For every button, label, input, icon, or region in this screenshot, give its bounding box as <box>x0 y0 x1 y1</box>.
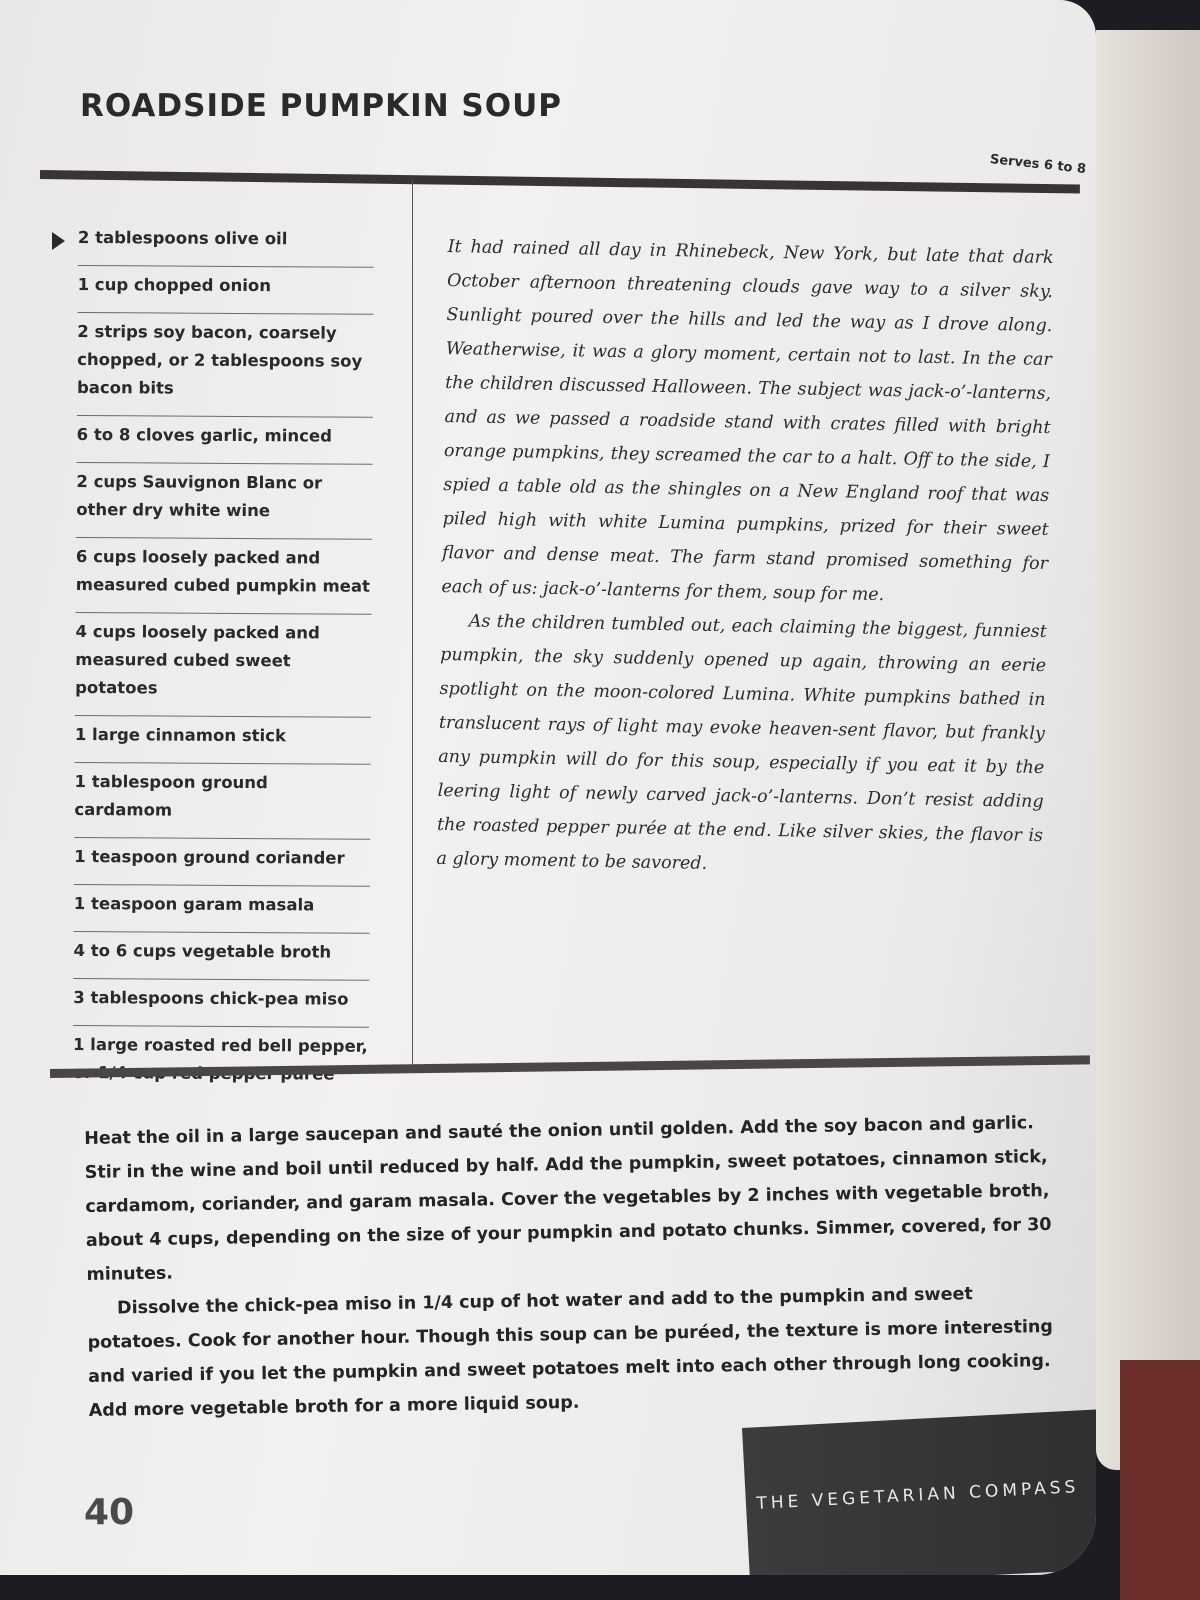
method-paragraph: Heat the oil in a large saucepan and sauté the onion until golden. Add the soy bacon and garlic. Stir in the wine and boil until reduced by half. Add the pumpkin, sweet potatoes, cinnamon stick, cardamom, coriander, and garam masala. Cover the vegetables by 2 inches with vegetable broth, about 4 cups, depending on the size of your pumpkin and potato chunks. Simmer, covered, for 30 minutes. <box>84 1113 1052 1285</box>
triangle-marker-icon <box>52 232 65 250</box>
ingredient-item: 1 large cinnamon stick <box>75 719 371 765</box>
ingredient-item: 6 cups loosely packed and measured cubed pumpkin meat <box>76 541 372 615</box>
book-title: THE VEGETARIAN COMPASS <box>756 1477 1080 1514</box>
ingredient-item: 1 tablespoon ground cardamom <box>74 766 370 840</box>
ingredient-item: 4 cups loosely packed and measured cubed sweet potatoes <box>75 616 372 718</box>
method-paragraph: Dissolve the chick-pea miso in 1/4 cup of hot water and add to the pumpkin and sweet potatoes. Cook for another hour. Though this soup can be puréed, the texture is more interesting and varied if you let the pumpkin and sweet potatoes melt into each other through long cooking. Add more vegetable broth for a more liquid soup. <box>87 1284 1054 1421</box>
top-rule <box>40 170 1080 194</box>
recipe-title: ROADSIDE PUMPKIN SOUP <box>80 88 563 124</box>
ingredient-list <box>73 222 374 1105</box>
method-text <box>84 1106 1065 1428</box>
intro-text <box>436 230 1054 887</box>
servings-label: Serves 6 to 8 <box>989 152 1087 178</box>
ingredient-item: 1 cup chopped onion <box>77 269 373 315</box>
ingredient-item: 3 tablespoons chick-pea miso <box>73 982 369 1028</box>
column-divider <box>412 180 413 1072</box>
ingredient-item: 1 teaspoon garam masala <box>74 888 370 934</box>
ingredient-item: 1 teaspoon ground coriander <box>74 841 370 887</box>
intro-paragraph: It had rained all day in Rhinebeck, New York, but late that dark October afternoon threatening clouds gave way to a silver sky. Sunlight poured over the hills and led the way as I drove along. Weatherwise, it was a glory moment, certain not to last. In the car the children discussed Halloween. The subject was jack-o’-lanterns, and as we passed a roadside stand with crates filled with bright orange pumpkins, they screamed the car to a halt. Off to the side, I spied a table old as the shingles on a New England roof that was piled high with white Lumina pumpkins, prized for their sweet flavor and dense meat. The farm stand promised something for each of us: jack-o’-lanterns for them, soup for me. <box>441 236 1054 606</box>
ingredient-item: 2 cups Sauvignon Blanc or other dry white wine <box>76 466 372 540</box>
ingredient-item: 4 to 6 cups vegetable broth <box>73 935 369 981</box>
intro-paragraph: As the children tumbled out, each claiming the biggest, funniest pumpkin, the sky suddenly opened up again, throwing an eerie spotlight on the moon-colored Lumina. White pumpkins bathed in translucent rays of light may evoke heaven-sent flavor, but frankly any pumpkin will do for this soup, especially if you eat it by the leering light of newly carved jack-o’-lanterns. Don’t resist adding the roasted pepper purée at the end. Like silver skies, the flavor is a glory moment to be savored. <box>436 611 1047 874</box>
ingredient-item: 2 strips soy bacon, coarsely chopped, or 2 tablespoons soy bacon bits <box>77 316 374 418</box>
adjacent-page-edge <box>1096 30 1200 1470</box>
ingredient-item: 2 tablespoons olive oil <box>78 222 374 268</box>
page-number: 40 <box>84 1492 135 1533</box>
book-cover-edge <box>1120 1360 1200 1600</box>
ingredient-item: 1 large roasted red bell pepper, <box>72 1034 368 1056</box>
ingredient-item: 6 to 8 cloves garlic, minced <box>77 419 373 465</box>
